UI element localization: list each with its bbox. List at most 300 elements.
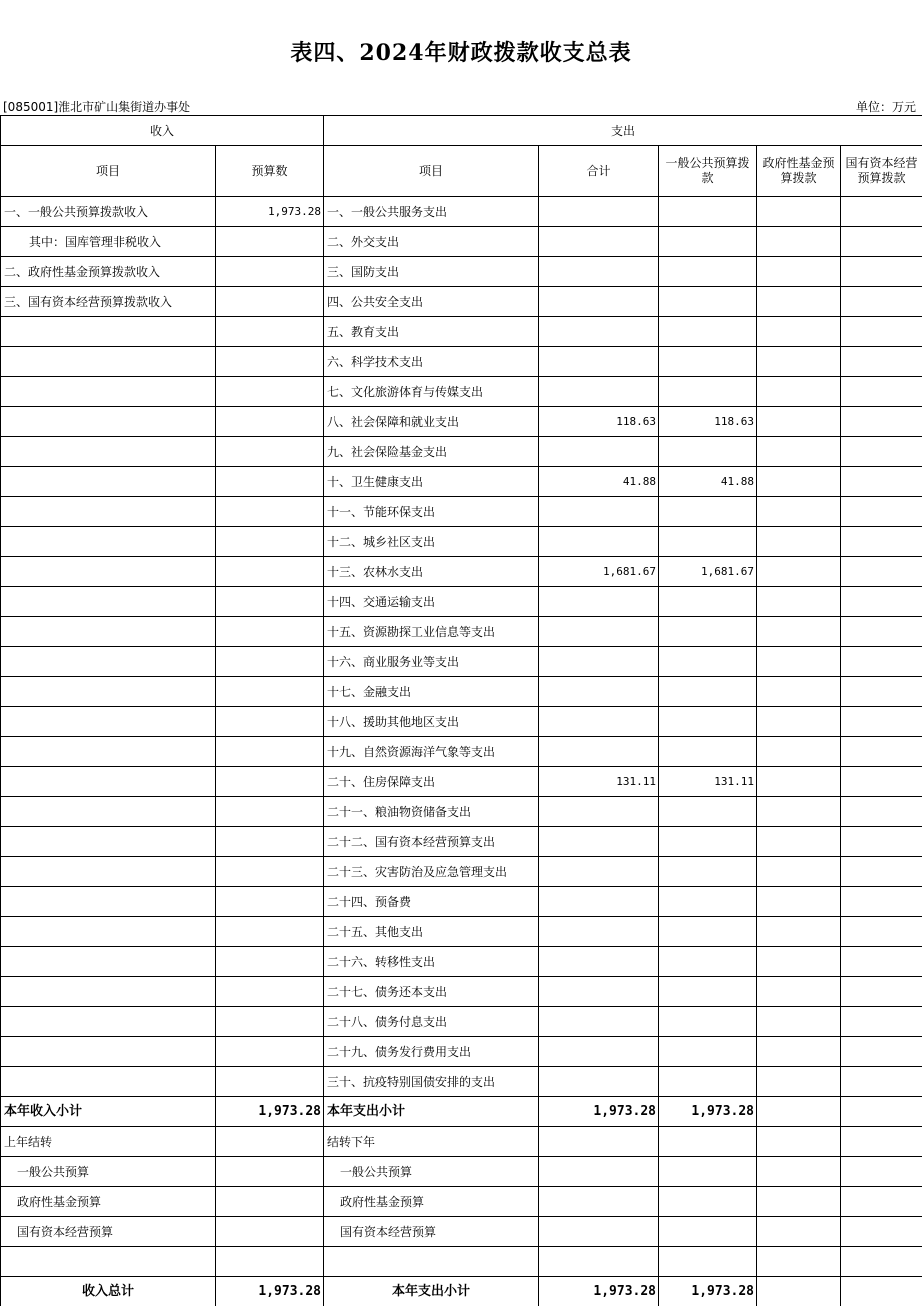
expense-item-cell: 十二、城乡社区支出 [324, 527, 539, 557]
income-item-cell [1, 377, 216, 407]
expense-total-cell [539, 527, 659, 557]
income-item-cell: 一、一般公共预算拨款收入 [1, 197, 216, 227]
expense-item-header: 项目 [324, 146, 539, 197]
grand-total-row [1, 1277, 922, 1306]
carry-expense-soe [841, 1187, 922, 1217]
expense-item-cell: 二十五、其他支出 [324, 917, 539, 947]
expense-item-cell: 十八、援助其他地区支出 [324, 707, 539, 737]
table-row [1, 317, 922, 347]
income-item-cell [1, 857, 216, 887]
income-item-cell [1, 497, 216, 527]
income-amount-cell [216, 827, 324, 857]
income-item-cell [1, 1037, 216, 1067]
fund-budget-cell [757, 467, 841, 497]
expense-item-cell: 四、公共安全支出 [324, 287, 539, 317]
carry-expense-soe [841, 1157, 922, 1187]
table-row [1, 887, 922, 917]
income-amount-cell [216, 317, 324, 347]
table-row [1, 197, 922, 227]
table-row [1, 587, 922, 617]
expense-total-cell: 118.63 [539, 407, 659, 437]
soe-budget-cell [841, 407, 922, 437]
fund-budget-cell [757, 827, 841, 857]
soe-budget-cell [841, 197, 922, 227]
soe-budget-cell [841, 557, 922, 587]
expense-item-cell: 二十七、债务还本支出 [324, 977, 539, 1007]
income-item-cell [1, 887, 216, 917]
table-row [1, 407, 922, 437]
subtotal-row [1, 1097, 922, 1127]
income-item-cell [1, 827, 216, 857]
income-item-header: 项目 [1, 146, 216, 197]
carry-expense-general [659, 1217, 757, 1247]
income-amount-cell [216, 557, 324, 587]
carry-income-amount [216, 1217, 324, 1247]
general-budget-cell [659, 1037, 757, 1067]
expense-grand-fund [757, 1277, 841, 1306]
soe-budget-cell [841, 377, 922, 407]
income-item-cell [1, 617, 216, 647]
soe-budget-cell [841, 887, 922, 917]
carry-expense-total [539, 1217, 659, 1247]
blank-cell [539, 1247, 659, 1277]
general-budget-cell: 131.11 [659, 767, 757, 797]
income-subtotal-label: 本年收入小计 [1, 1097, 216, 1127]
expense-total-cell [539, 497, 659, 527]
general-budget-header: 一般公共预算拨款 [659, 146, 757, 197]
income-amount-cell [216, 707, 324, 737]
expense-item-cell: 十三、农林水支出 [324, 557, 539, 587]
general-budget-cell: 118.63 [659, 407, 757, 437]
fund-budget-cell [757, 527, 841, 557]
fund-budget-cell [757, 857, 841, 887]
expense-grand-general: 1,973.28 [659, 1277, 757, 1306]
general-budget-cell [659, 527, 757, 557]
expense-total-cell: 1,681.67 [539, 557, 659, 587]
table-row [1, 257, 922, 287]
fund-budget-cell [757, 257, 841, 287]
income-item-cell [1, 587, 216, 617]
income-item-cell [1, 977, 216, 1007]
income-item-cell [1, 677, 216, 707]
general-budget-cell [659, 1067, 757, 1097]
expense-item-cell: 十六、商业服务业等支出 [324, 647, 539, 677]
carry-expense-general [659, 1127, 757, 1157]
expense-item-cell: 八、社会保障和就业支出 [324, 407, 539, 437]
carry-expense-fund [757, 1127, 841, 1157]
carry-expense-soe [841, 1217, 922, 1247]
soe-budget-cell [841, 1007, 922, 1037]
table-row [1, 977, 922, 1007]
expense-item-cell: 十七、金融支出 [324, 677, 539, 707]
general-budget-cell [659, 1007, 757, 1037]
blank-cell [659, 1247, 757, 1277]
carry-expense-label: 结转下年 [324, 1127, 539, 1157]
table-row [1, 287, 922, 317]
income-amount-cell [216, 947, 324, 977]
expense-item-cell: 一、一般公共服务支出 [324, 197, 539, 227]
carry-expense-general [659, 1187, 757, 1217]
general-budget-cell [659, 737, 757, 767]
income-amount-cell [216, 647, 324, 677]
expense-item-cell: 六、科学技术支出 [324, 347, 539, 377]
soe-budget-cell [841, 677, 922, 707]
soe-budget-cell [841, 347, 922, 377]
soe-budget-cell [841, 767, 922, 797]
table-row [1, 557, 922, 587]
expense-subtotal-label: 本年支出小计 [324, 1097, 539, 1127]
expense-total-cell [539, 1007, 659, 1037]
expense-item-cell: 二十九、债务发行费用支出 [324, 1037, 539, 1067]
income-amount-cell [216, 497, 324, 527]
carry-expense-total [539, 1157, 659, 1187]
income-item-cell [1, 437, 216, 467]
expense-total-cell [539, 347, 659, 377]
carry-expense-soe [841, 1127, 922, 1157]
table-row [1, 707, 922, 737]
blank-cell [216, 1247, 324, 1277]
income-amount-cell [216, 917, 324, 947]
expense-grand-total-label: 本年支出小计 [324, 1277, 539, 1306]
soe-budget-cell [841, 257, 922, 287]
expense-item-cell: 二十四、预备费 [324, 887, 539, 917]
income-amount-cell [216, 887, 324, 917]
soe-budget-cell [841, 707, 922, 737]
soe-budget-header: 国有资本经营预算拨款 [841, 146, 922, 197]
blank-cell [841, 1247, 922, 1277]
soe-budget-cell [841, 317, 922, 347]
income-amount-cell [216, 857, 324, 887]
income-amount-cell [216, 347, 324, 377]
soe-budget-cell [841, 947, 922, 977]
general-budget-cell: 1,681.67 [659, 557, 757, 587]
soe-budget-cell [841, 977, 922, 1007]
income-item-cell [1, 737, 216, 767]
table-row [1, 617, 922, 647]
income-grand-total-amount: 1,973.28 [216, 1277, 324, 1306]
table-row [1, 377, 922, 407]
income-amount-cell [216, 977, 324, 1007]
fund-budget-cell [757, 1067, 841, 1097]
soe-budget-cell [841, 287, 922, 317]
fund-budget-cell [757, 1037, 841, 1067]
carry-income-label: 国有资本经营预算 [1, 1217, 216, 1247]
general-budget-cell [659, 347, 757, 377]
expense-item-cell: 三、国防支出 [324, 257, 539, 287]
expense-item-cell: 二十八、债务付息支出 [324, 1007, 539, 1037]
fund-budget-cell [757, 347, 841, 377]
expense-item-cell: 十五、资源勘探工业信息等支出 [324, 617, 539, 647]
soe-budget-cell [841, 737, 922, 767]
table-row [1, 1007, 922, 1037]
fund-budget-cell [757, 737, 841, 767]
table-row [1, 917, 922, 947]
expense-item-cell: 十九、自然资源海洋气象等支出 [324, 737, 539, 767]
income-amount-cell [216, 587, 324, 617]
income-amount-cell [216, 287, 324, 317]
table-row [1, 647, 922, 677]
budget-header: 预算数 [216, 146, 324, 197]
carry-expense-label: 国有资本经营预算 [324, 1217, 539, 1247]
soe-budget-cell [841, 1037, 922, 1067]
expense-total-cell [539, 437, 659, 467]
table-row [1, 1037, 922, 1067]
expense-total-cell [539, 827, 659, 857]
income-item-cell [1, 797, 216, 827]
general-budget-cell [659, 497, 757, 527]
general-budget-cell [659, 617, 757, 647]
column-header-row [1, 146, 922, 197]
table-row [1, 827, 922, 857]
income-amount-cell [216, 227, 324, 257]
soe-budget-cell [841, 587, 922, 617]
table-row [1, 1067, 922, 1097]
expense-total-cell [539, 647, 659, 677]
income-amount-cell: 1,973.28 [216, 197, 324, 227]
soe-budget-cell [841, 1067, 922, 1097]
income-amount-cell [216, 797, 324, 827]
expense-item-cell: 十一、节能环保支出 [324, 497, 539, 527]
expense-subtotal-total: 1,973.28 [539, 1097, 659, 1127]
income-item-cell [1, 347, 216, 377]
soe-budget-cell [841, 467, 922, 497]
total-header: 合计 [539, 146, 659, 197]
soe-budget-cell [841, 917, 922, 947]
carry-income-amount [216, 1127, 324, 1157]
expense-item-cell: 五、教育支出 [324, 317, 539, 347]
carry-expense-general [659, 1157, 757, 1187]
carry-expense-total [539, 1127, 659, 1157]
income-amount-cell [216, 767, 324, 797]
general-budget-cell [659, 227, 757, 257]
fund-budget-cell [757, 557, 841, 587]
table-row [1, 437, 922, 467]
carry-income-label: 政府性基金预算 [1, 1187, 216, 1217]
fund-budget-cell [757, 977, 841, 1007]
expense-total-cell [539, 617, 659, 647]
income-item-cell [1, 947, 216, 977]
expense-item-cell: 七、文化旅游体育与传媒支出 [324, 377, 539, 407]
general-budget-cell: 41.88 [659, 467, 757, 497]
fund-budget-cell [757, 587, 841, 617]
income-header: 收入 [1, 116, 324, 146]
expense-grand-total: 1,973.28 [539, 1277, 659, 1306]
carry-expense-fund [757, 1157, 841, 1187]
fund-budget-cell [757, 1007, 841, 1037]
expense-grand-soe [841, 1277, 922, 1306]
expense-total-cell [539, 737, 659, 767]
income-amount-cell [216, 677, 324, 707]
expense-item-cell: 二十三、灾害防治及应急管理支出 [324, 857, 539, 887]
income-item-cell: 其中：国库管理非税收入 [1, 227, 216, 257]
fund-budget-cell [757, 377, 841, 407]
table-row [1, 347, 922, 377]
general-budget-cell [659, 947, 757, 977]
carry-expense-label: 政府性基金预算 [324, 1187, 539, 1217]
carry-income-amount [216, 1187, 324, 1217]
income-amount-cell [216, 1067, 324, 1097]
fund-budget-cell [757, 677, 841, 707]
soe-budget-cell [841, 527, 922, 557]
general-budget-cell [659, 437, 757, 467]
carry-row [1, 1187, 922, 1217]
income-amount-cell [216, 377, 324, 407]
expense-total-cell [539, 1067, 659, 1097]
income-item-cell: 三、国有资本经营预算拨款收入 [1, 287, 216, 317]
income-item-cell [1, 467, 216, 497]
income-amount-cell [216, 1037, 324, 1067]
income-item-cell [1, 407, 216, 437]
expense-total-cell [539, 227, 659, 257]
income-item-cell [1, 767, 216, 797]
expense-total-cell [539, 257, 659, 287]
fund-budget-cell [757, 317, 841, 347]
general-budget-cell [659, 197, 757, 227]
expense-item-cell: 十四、交通运输支出 [324, 587, 539, 617]
fund-budget-cell [757, 917, 841, 947]
income-item-cell [1, 1007, 216, 1037]
income-grand-total-label: 收入总计 [1, 1277, 216, 1306]
expense-item-cell: 二十一、粮油物资储备支出 [324, 797, 539, 827]
fund-budget-cell [757, 887, 841, 917]
expense-total-cell [539, 977, 659, 1007]
section-header-row [1, 116, 922, 146]
income-subtotal-amount: 1,973.28 [216, 1097, 324, 1127]
fund-budget-cell [757, 647, 841, 677]
blank-cell [1, 1247, 216, 1277]
general-budget-cell [659, 797, 757, 827]
expense-total-cell [539, 797, 659, 827]
fund-budget-cell [757, 797, 841, 827]
page-title: 表四、2024年财政拨款收支总表 [290, 40, 632, 66]
general-budget-cell [659, 257, 757, 287]
expense-item-cell: 二十二、国有资本经营预算支出 [324, 827, 539, 857]
expense-total-cell [539, 947, 659, 977]
soe-budget-cell [841, 497, 922, 527]
soe-budget-cell [841, 797, 922, 827]
blank-cell [757, 1247, 841, 1277]
expense-total-cell: 41.88 [539, 467, 659, 497]
expense-total-cell [539, 707, 659, 737]
table-row [1, 767, 922, 797]
fund-budget-cell [757, 497, 841, 527]
unit-label: 单位：万元 [855, 100, 916, 114]
expense-item-cell: 九、社会保险基金支出 [324, 437, 539, 467]
income-item-cell [1, 707, 216, 737]
income-item-cell [1, 917, 216, 947]
income-item-cell [1, 1067, 216, 1097]
expense-total-cell [539, 1037, 659, 1067]
soe-budget-cell [841, 647, 922, 677]
carry-expense-label: 一般公共预算 [324, 1157, 539, 1187]
income-item-cell [1, 647, 216, 677]
general-budget-cell [659, 857, 757, 887]
expense-total-cell: 131.11 [539, 767, 659, 797]
expense-total-cell [539, 917, 659, 947]
expense-item-cell: 二十六、转移性支出 [324, 947, 539, 977]
expense-total-cell [539, 587, 659, 617]
soe-budget-cell [841, 617, 922, 647]
general-budget-cell [659, 977, 757, 1007]
fund-budget-cell [757, 407, 841, 437]
general-budget-cell [659, 647, 757, 677]
income-amount-cell [216, 527, 324, 557]
table-row [1, 497, 922, 527]
expense-subtotal-fund [757, 1097, 841, 1127]
income-amount-cell [216, 617, 324, 647]
table-row [1, 527, 922, 557]
carry-income-label: 一般公共预算 [1, 1157, 216, 1187]
general-budget-cell [659, 917, 757, 947]
expense-item-cell: 二、外交支出 [324, 227, 539, 257]
general-budget-cell [659, 707, 757, 737]
blank-cell [324, 1247, 539, 1277]
expense-total-cell [539, 287, 659, 317]
table-row [1, 797, 922, 827]
expense-item-cell: 十、卫生健康支出 [324, 467, 539, 497]
general-budget-cell [659, 587, 757, 617]
carry-income-amount [216, 1157, 324, 1187]
carry-row [1, 1217, 922, 1247]
expense-total-cell [539, 677, 659, 707]
expense-total-cell [539, 887, 659, 917]
income-item-cell [1, 557, 216, 587]
general-budget-cell [659, 377, 757, 407]
expense-header: 支出 [324, 116, 922, 146]
income-amount-cell [216, 407, 324, 437]
income-item-cell: 二、政府性基金预算拨款收入 [1, 257, 216, 287]
organization-label: [085001]淮北市矿山集街道办事处 [3, 100, 191, 114]
general-budget-cell [659, 287, 757, 317]
fund-budget-cell [757, 617, 841, 647]
income-item-cell [1, 527, 216, 557]
expense-total-cell [539, 317, 659, 347]
expense-total-cell [539, 377, 659, 407]
table-row [1, 947, 922, 977]
fund-budget-cell [757, 437, 841, 467]
table-row [1, 737, 922, 767]
expense-total-cell [539, 857, 659, 887]
fund-budget-cell [757, 947, 841, 977]
table-row [1, 227, 922, 257]
expense-subtotal-general: 1,973.28 [659, 1097, 757, 1127]
general-budget-cell [659, 317, 757, 347]
income-amount-cell [216, 1007, 324, 1037]
fund-budget-cell [757, 767, 841, 797]
blank-row [1, 1247, 922, 1277]
income-item-cell [1, 317, 216, 347]
general-budget-cell [659, 827, 757, 857]
expense-item-cell: 三十、抗疫特别国债安排的支出 [324, 1067, 539, 1097]
carry-expense-fund [757, 1187, 841, 1217]
table-row [1, 467, 922, 497]
carry-row [1, 1127, 922, 1157]
income-amount-cell [216, 437, 324, 467]
carry-expense-fund [757, 1217, 841, 1247]
carry-income-label: 上年结转 [1, 1127, 216, 1157]
general-budget-cell [659, 887, 757, 917]
soe-budget-cell [841, 437, 922, 467]
income-amount-cell [216, 257, 324, 287]
expense-total-cell [539, 197, 659, 227]
income-amount-cell [216, 737, 324, 767]
general-budget-cell [659, 677, 757, 707]
fund-budget-cell [757, 197, 841, 227]
carry-expense-total [539, 1187, 659, 1217]
fund-budget-cell [757, 707, 841, 737]
budget-table [0, 115, 922, 1306]
fund-budget-header: 政府性基金预算拨款 [757, 146, 841, 197]
